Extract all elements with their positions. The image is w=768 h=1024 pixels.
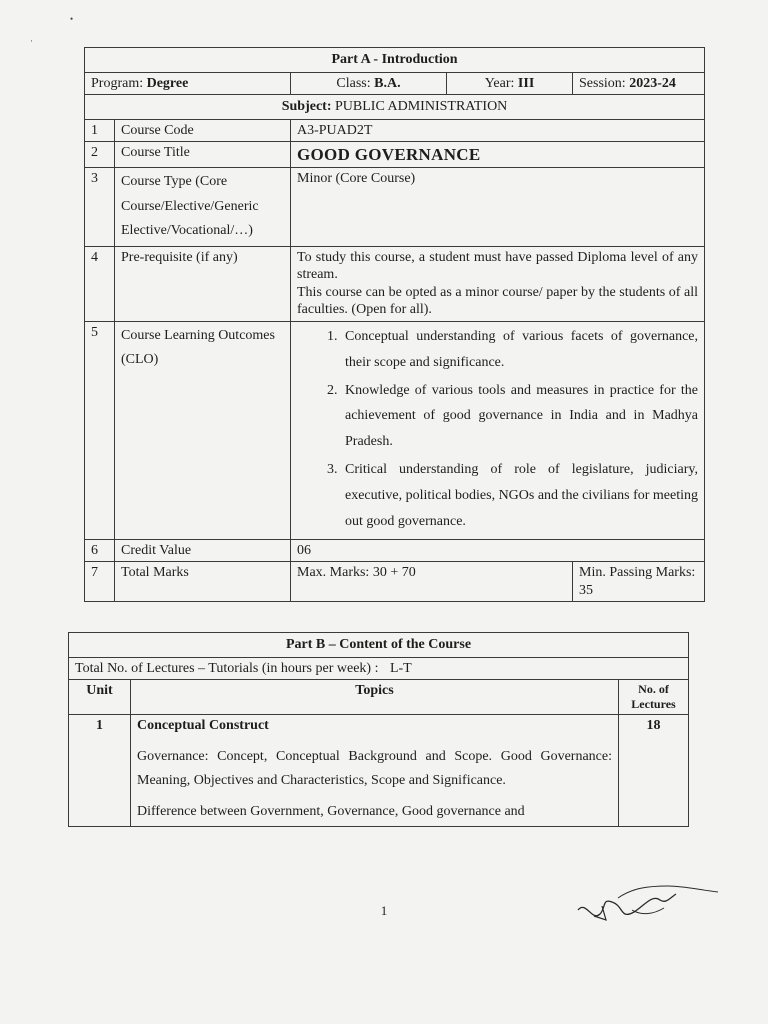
list-item: 2. Knowledge of various tools and measures in practice for the achievement of good governance in India and in Madhya Pradesh. xyxy=(341,378,698,456)
table-row xyxy=(85,168,705,247)
subject-label: Subject: xyxy=(281,99,332,114)
session-value: 2023-24 xyxy=(629,75,676,91)
clo-list xyxy=(297,324,698,535)
clo-cell xyxy=(291,321,705,539)
list-item: 1. Conceptual understanding of various facets of governance, their scope and significance. xyxy=(341,324,698,376)
unit-heading: Conceptual Construct xyxy=(137,718,269,733)
prerequisite-line-2: This course can be opted as a minor course/ paper by the students of all faculties. (Open for all). xyxy=(297,284,699,318)
year-value: III xyxy=(517,75,535,91)
row-number: 2 xyxy=(85,142,115,168)
program-cell xyxy=(85,72,291,95)
credit-value: 06 xyxy=(291,539,705,562)
lectures-value: L-T xyxy=(389,660,412,676)
program-label: Program: xyxy=(91,75,144,91)
page-number: 1 xyxy=(380,903,388,918)
column-header-unit: Unit xyxy=(69,680,131,715)
session-label: Session: xyxy=(579,75,626,91)
subject-value: PUBLIC ADMINISTRATION xyxy=(335,99,508,114)
unit-number: 1 xyxy=(69,715,131,827)
part-a-table xyxy=(84,47,705,602)
lectures-row xyxy=(69,657,689,680)
table-row xyxy=(85,539,705,562)
max-marks: Max. Marks: 30 + 70 xyxy=(291,562,573,602)
prerequisite-line-1: To study this course, a student must have passed Diploma level of any stream. xyxy=(297,249,699,283)
unit-topics xyxy=(131,715,619,827)
course-type-value: Minor (Core Course) xyxy=(291,168,705,247)
unit-lectures: 18 xyxy=(619,715,689,827)
unit-paragraph-2: Difference between Government, Governance, Good governance and xyxy=(137,803,525,819)
part-a-title: Part A - Introduction xyxy=(85,48,705,73)
row-label: Pre-requisite (if any) xyxy=(115,246,291,321)
table-row xyxy=(85,142,705,168)
course-code-value: A3-PUAD2T xyxy=(291,119,705,142)
class-label: Class: xyxy=(336,75,371,91)
row-number: 5 xyxy=(85,321,115,539)
table-row xyxy=(85,119,705,142)
table-row xyxy=(85,321,705,539)
course-title-value: GOOD GOVERNANCE xyxy=(291,142,705,168)
header-row xyxy=(69,680,689,715)
year-cell xyxy=(447,72,573,95)
scan-speck: • xyxy=(70,14,74,24)
table-row xyxy=(85,246,705,321)
row-label: Course Code xyxy=(115,119,291,142)
class-value: B.A. xyxy=(374,75,401,91)
row-label: Course Title xyxy=(115,142,291,168)
part-b-title: Part B – Content of the Course xyxy=(69,633,689,658)
part-b-table xyxy=(68,632,689,827)
row-number: 1 xyxy=(85,119,115,142)
row-number: 6 xyxy=(85,539,115,562)
signature-icon xyxy=(572,880,722,930)
program-value: Degree xyxy=(146,75,189,91)
row-label: Credit Value xyxy=(115,539,291,562)
class-cell xyxy=(291,72,447,95)
lectures-label: Total No. of Lectures – Tutorials (in hours per week) : xyxy=(75,660,379,676)
lectures-header-line-1: No. of xyxy=(638,682,669,696)
prerequisite-value xyxy=(291,246,705,321)
unit-paragraph-1: Governance: Concept, Conceptual Background and Scope. Good Governance: Meaning, Objectives and Characteristics, Scope and Significance. xyxy=(137,748,612,788)
table-row xyxy=(85,562,705,602)
column-header-lectures xyxy=(619,680,689,715)
scan-speck: · xyxy=(30,36,33,46)
row-number: 3 xyxy=(85,168,115,247)
table-row xyxy=(69,715,689,827)
lectures-header-line-2: Lectures xyxy=(631,697,676,711)
session-cell xyxy=(573,72,705,95)
row-label: Total Marks xyxy=(115,562,291,602)
subject-cell xyxy=(85,95,705,120)
min-marks: Min. Passing Marks: 35 xyxy=(573,562,705,602)
list-item: 3. Critical understanding of role of legislature, judiciary, executive, political bodies, NGOs and the civilians for meeting out good governance. xyxy=(341,457,698,535)
column-header-topics: Topics xyxy=(131,680,619,715)
row-number: 7 xyxy=(85,562,115,602)
year-label: Year: xyxy=(484,75,515,91)
row-label: Course Type (Core Course/Elective/Generic Elective/Vocational/…) xyxy=(115,168,291,247)
row-number: 4 xyxy=(85,246,115,321)
row-label: Course Learning Outcomes (CLO) xyxy=(115,321,291,539)
